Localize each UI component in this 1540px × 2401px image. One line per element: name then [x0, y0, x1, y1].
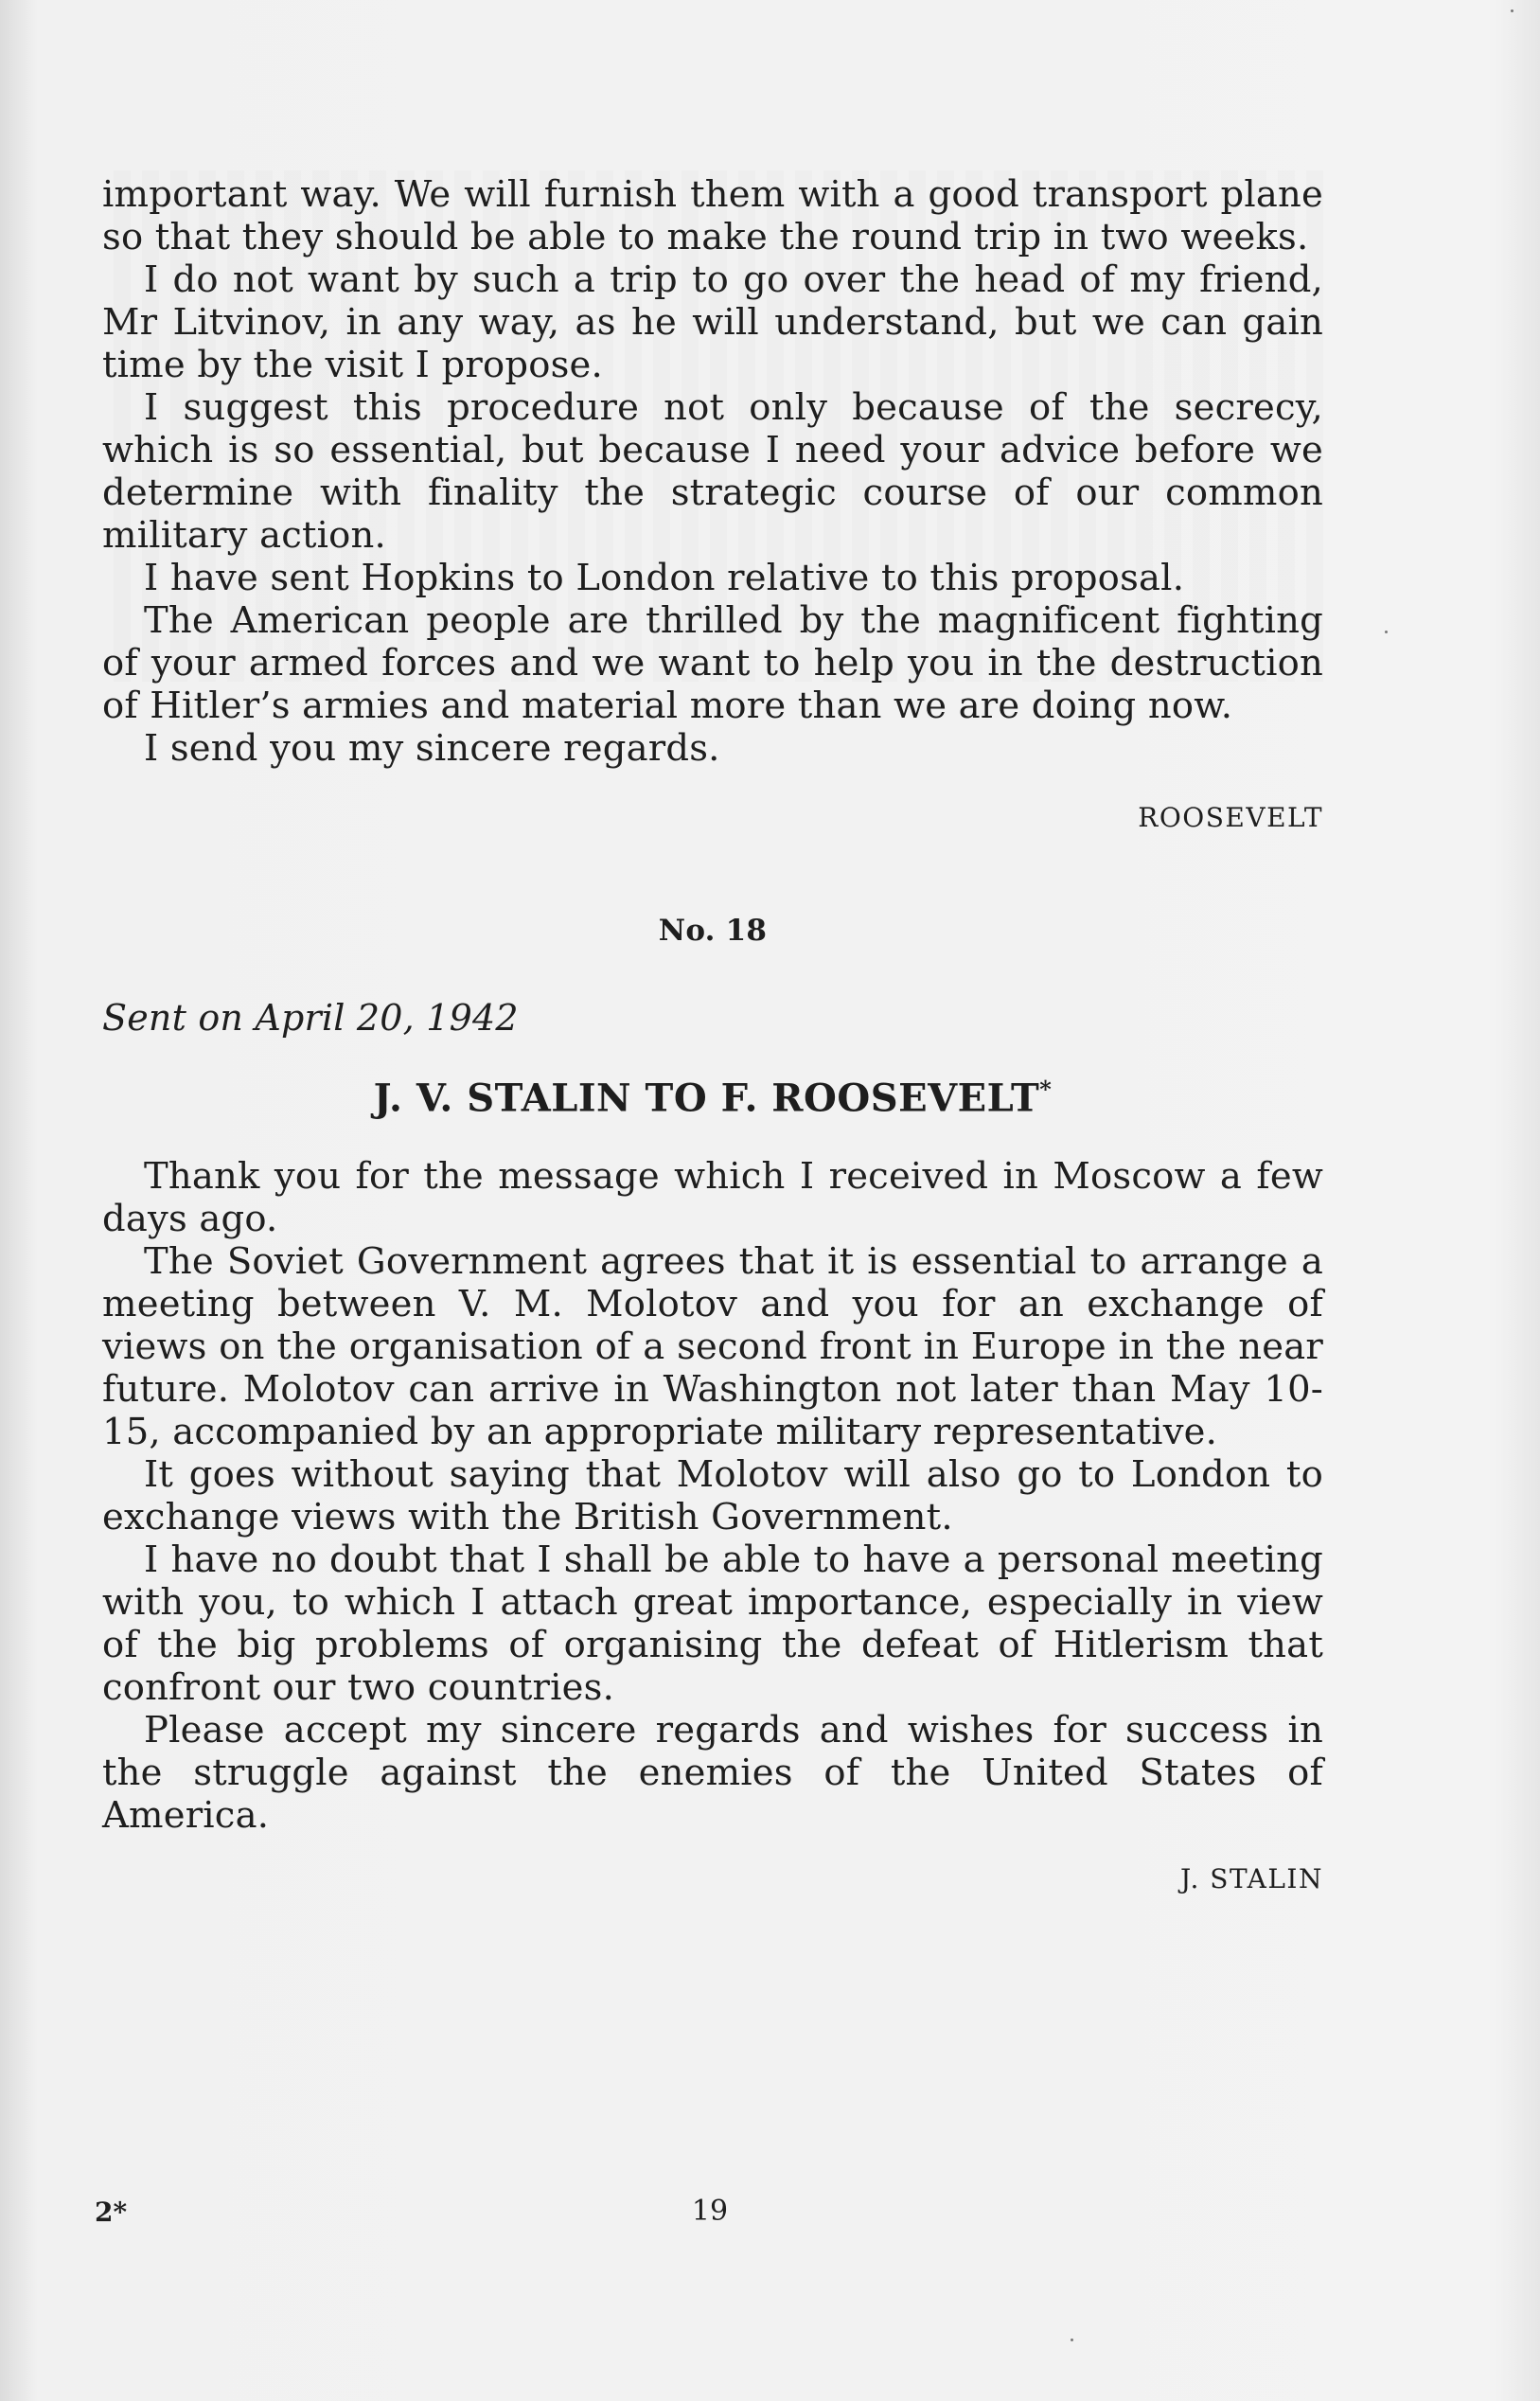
paper-speck [1071, 2339, 1073, 2341]
letter-paragraph: I send you my sincere regards. [144, 727, 720, 770]
document-paragraph: Thank you for the message which I received in Moscow a few days ago. [102, 1155, 1323, 1241]
letter-paragraph: important way. We will furnish them with a good transport plane so that they should be able to make the round trip in two weeks. [102, 173, 1323, 258]
signature-mark: 2* [95, 2196, 128, 2228]
document-paragraph: I have no doubt that I shall be able to have a personal meeting with you, to which I attach great importance, especially in view of the big problems of organising the defeat of Hitlerism that confront our two countries. [102, 1538, 1323, 1710]
letter-paragraph: I have sent Hopkins to London relative to this proposal. [144, 557, 1185, 599]
text-column [102, 173, 1323, 1900]
document-heading [102, 1068, 1323, 1119]
sent-date: Sent on April 20, 1942 [102, 997, 519, 1039]
paper-speck [1511, 9, 1513, 12]
document-paragraph: Please accept my sincere regards and wishes for success in the struggle against the enemies of the United States of America. [102, 1709, 1323, 1838]
paper-speck [1385, 631, 1388, 633]
document-paragraph: The Soviet Government agrees that it is essential to arrange a meeting between V. M. Molotov and you for an exchange of views on the organisation of a second front in Europe in the near future. Molotov can arrive in Washington not later than May 10-15, accompanied by an appropriate military representative. [102, 1240, 1323, 1454]
document-number: No. 18 [658, 914, 768, 948]
letter-paragraph: The American people are thrilled by the magnificent fighting of your armed forces and we want to help you in the destruction of Hitler’s armies and material more than we are doing now. [102, 599, 1323, 727]
heading-footnote-mark: * [1039, 1076, 1053, 1103]
roosevelt-signature: ROOSEVELT [1138, 802, 1323, 833]
page-number: 19 [691, 2195, 729, 2228]
heading-text: J. V. STALIN TO F. ROOSEVELT [373, 1076, 1040, 1121]
letter-paragraph: I suggest this procedure not only because of the secrecy, which is so essential, but because I need your advice before we determine with finality the strategic course of our common military action. [102, 386, 1323, 557]
stalin-signature: J. STALIN [1179, 1863, 1323, 1895]
letter-paragraph: I do not want by such a trip to go over the head of my friend, Mr Litvinov, in any way, as he will understand, but we can gain time by the visit I propose. [102, 258, 1323, 386]
document-paragraph: It goes without saying that Molotov will also go to London to exchange views with the British Government. [102, 1453, 1323, 1539]
